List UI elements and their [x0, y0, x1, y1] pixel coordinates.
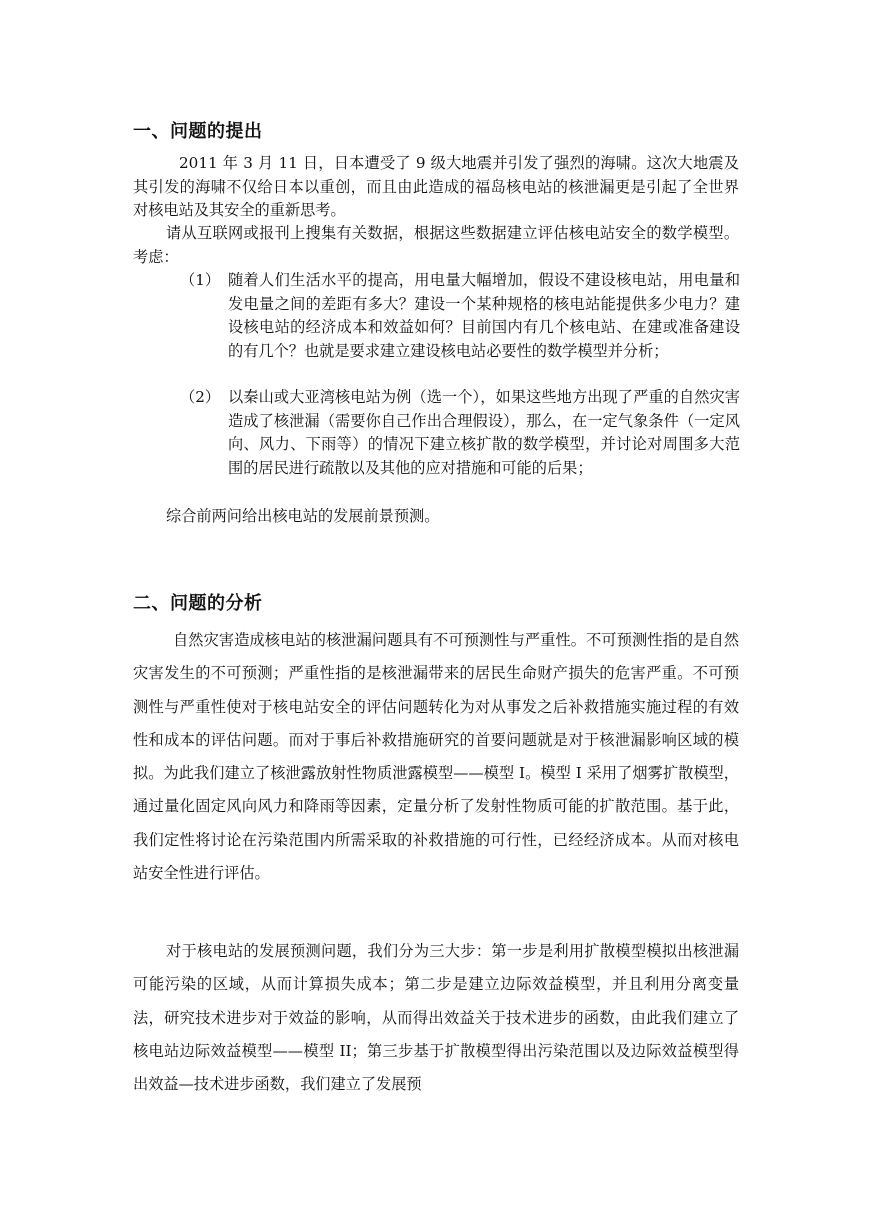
question-item-number: （2）: [180, 388, 221, 406]
question-item-number: （1）: [180, 271, 221, 289]
section-1-paragraph-3: 综合前两问给出核电站的发展前景预测。: [166, 507, 440, 525]
section-1-paragraph-1: 2011 年 3 月 11 日，日本遭受了 9 级大地震并引发了强烈的海啸。这次大地震及其引发的海啸不仅给日本以重创，而且由此造成的福岛核电站的核泄漏更是引起了全世界对核电站及其安全的重新思考。: [133, 154, 739, 219]
question-item-text: 随着人们生活水平的提高，用电量大幅增加，假设不建设核电站，用电量和发电量之间的差距有多大？建设一个某种规格的核电站能提供多少电力？建设核电站的经济成本和效益如何？目前国内有几个核电站、在建或准备建设的有几个？也就是要求建立建设核电站必要性的数学模型并分析；: [228, 271, 740, 360]
section-1-heading: 一、问题的提出: [133, 121, 263, 142]
section-1-paragraph-2: 请从互联网或报刊上搜集有关数据，根据这些数据建立评估核电站安全的数学模型。考虑：: [133, 224, 739, 266]
question-item-text: 以秦山或大亚湾核电站为例（选一个），如果这些地方出现了严重的自然灾害造成了核泄漏（需要你自己作出合理假设），那么，在一定气象条件（一定风向、风力、下雨等）的情况下建立核扩散的数学模型，并讨论对周围多大范围的居民进行疏散以及其他的应对措施和可能的后果；: [228, 388, 740, 477]
section-2-heading: 二、问题的分析: [133, 593, 263, 614]
section-2-paragraph-1: 自然灾害造成核电站的核泄漏问题具有不可预测性与严重性。不可预测性指的是自然灾害发生的不可预测；严重性指的是核泄漏带来的居民生命财产损失的危害严重。不可预测性与严重性使对于核电站安全的评估问题转化为对从事发之后补救措施实施过程的有效性和成本的评估问题。而对于事后补救措施研究的首要问题就是对于核泄漏影响区域的模拟。为此我们建立了核泄露放射性物质泄露模型——模型 I。模型 I 采用了烟雾扩散模型，通过量化固定风向风力和降雨等因素，定量分析了发射性物质可能的扩散范围。基于此，我们定性将讨论在污染范围内所需采取的补救措施的可行性，已经经济成本。从而对核电站安全性进行评估。: [133, 631, 739, 883]
section-2-paragraph-2: 对于核电站的发展预测问题，我们分为三大步：第一步是利用扩散模型模拟出核泄漏可能污染的区域，从而计算损失成本；第二步是建立边际效益模型，并且利用分离变量法，研究技术进步对于效益的影响，从而得出效益关于技术进步的函数，由此我们建立了核电站边际效益模型——模型 II；第三步基于扩散模型得出污染范围以及边际效益模型得出效益—技术进步函数，我们建立了发展预: [133, 942, 739, 1094]
